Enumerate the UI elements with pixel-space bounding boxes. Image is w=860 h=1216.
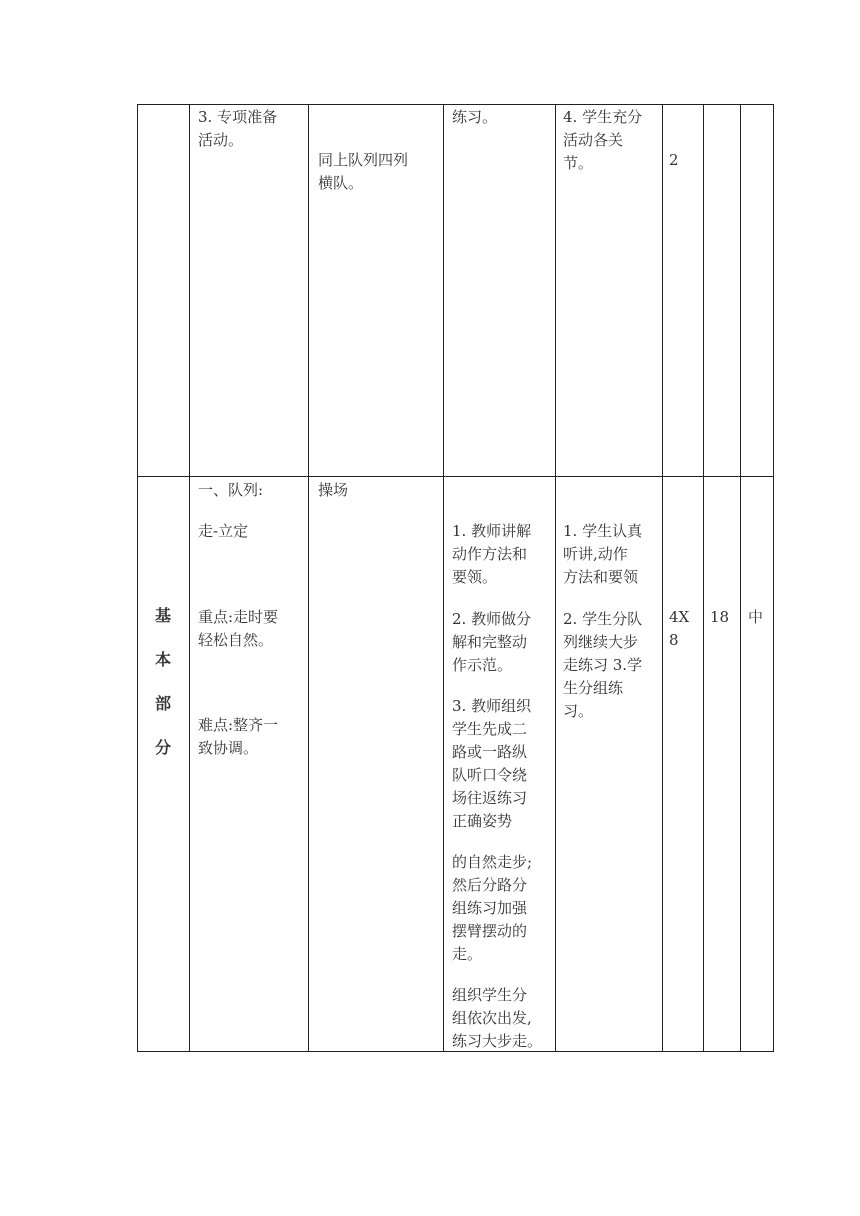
section-char: 基: [154, 606, 171, 625]
col-divider-6: [703, 104, 704, 1052]
row2-key-point: [198, 606, 308, 652]
row2-student-p2: [563, 608, 663, 723]
col-divider-7: [740, 104, 741, 1052]
text-line: 动作方法和: [452, 545, 528, 563]
text-line: 2. 教师做分: [452, 610, 532, 628]
text-line: 队听口令绕: [452, 766, 528, 784]
text-line: 中: [748, 608, 764, 626]
text-line: 1. 学生认真: [563, 522, 643, 540]
text-line: 学生先成二: [452, 720, 528, 738]
text-line: 走练习 3.学: [563, 656, 643, 674]
text-line: 轻松自然。: [198, 631, 274, 649]
text-line: 重点:走时要: [198, 608, 279, 626]
text-line: 8: [669, 631, 679, 649]
text-line: 作示范。: [452, 656, 513, 674]
section-title-basic-part: [138, 605, 188, 781]
text-line: 场往返练习: [452, 789, 528, 807]
row-divider: [137, 476, 774, 477]
text-line: 路或一路纵: [452, 743, 528, 761]
text-line: 同上队列四列: [318, 151, 409, 169]
row2-teacher-p4: [452, 851, 556, 966]
text-line: 4. 学生充分: [563, 108, 643, 126]
text-line: 组织学生分: [452, 986, 528, 1004]
col-divider-3: [443, 104, 444, 1052]
text-line: 致协调。: [198, 739, 259, 757]
text-line: 18: [710, 608, 730, 626]
section-char: 本: [154, 650, 171, 669]
text-line: 练习。: [452, 108, 498, 126]
row1-count-cell: [669, 149, 699, 172]
row2-count-cell: [669, 606, 699, 652]
col-divider-1: [189, 104, 190, 1052]
text-line: 听讲,动作: [563, 545, 628, 563]
text-line: 然后分路分: [452, 876, 528, 894]
text-line: 摆臂摆动的: [452, 922, 528, 940]
text-line: 操场: [318, 481, 349, 499]
text-line: 2: [669, 151, 679, 169]
table-top-border: [137, 104, 774, 105]
row2-teacher-p2: [452, 608, 556, 677]
section-char: 分: [154, 738, 171, 757]
row2-intensity-cell: [748, 606, 772, 629]
text-line: 活动。: [198, 131, 244, 149]
text-line: 3. 教师组织: [452, 697, 532, 715]
row2-teacher-p1: [452, 520, 556, 589]
text-line: 难点:整齐一: [198, 716, 279, 734]
row1-teacher-cell: [452, 106, 552, 129]
row2-organization-cell: [318, 479, 440, 502]
text-line: 练习大步走。: [452, 1032, 543, 1050]
row2-difficulty: [198, 714, 308, 760]
text-line: 3. 专项准备: [198, 108, 278, 126]
text-line: 活动各关: [563, 131, 624, 149]
text-line: 方法和要领: [563, 568, 639, 586]
text-line: 解和完整动: [452, 633, 528, 651]
text-line: 2. 学生分队: [563, 610, 643, 628]
text-line: 列继续大步: [563, 633, 639, 651]
text-line: 节。: [563, 154, 594, 172]
table-right-border: [773, 104, 774, 1052]
row2-student-p1: [563, 520, 663, 589]
col-divider-2: [308, 104, 309, 1052]
text-line: 横队。: [318, 174, 364, 192]
text-line: 要领。: [452, 568, 498, 586]
row2-teacher-p5: [452, 984, 556, 1053]
text-line: 1. 教师讲解: [452, 522, 532, 540]
text-line: 习。: [563, 702, 594, 720]
text-line: 组依次出发,: [452, 1009, 532, 1027]
row2-content-item2: [198, 520, 304, 543]
row2-content-item1: [198, 479, 304, 502]
text-line: 生分组练: [563, 679, 624, 697]
row1-organization-cell: [318, 149, 440, 195]
row1-student-cell: [563, 106, 661, 175]
row2-time-cell: [710, 606, 738, 629]
section-char: 部: [154, 694, 171, 713]
text-line: 走。: [452, 945, 483, 963]
table-left-border: [137, 104, 138, 1052]
row2-teacher-p3: [452, 695, 556, 833]
text-line: 正确姿势: [452, 812, 513, 830]
text-line: 的自然走步;: [452, 853, 533, 871]
text-line: 组练习加强: [452, 899, 528, 917]
text-line: 4X: [669, 608, 690, 626]
text-line: 一、队列:: [198, 481, 264, 499]
text-line: 走-立定: [198, 522, 249, 540]
row1-content-cell: [198, 106, 304, 152]
